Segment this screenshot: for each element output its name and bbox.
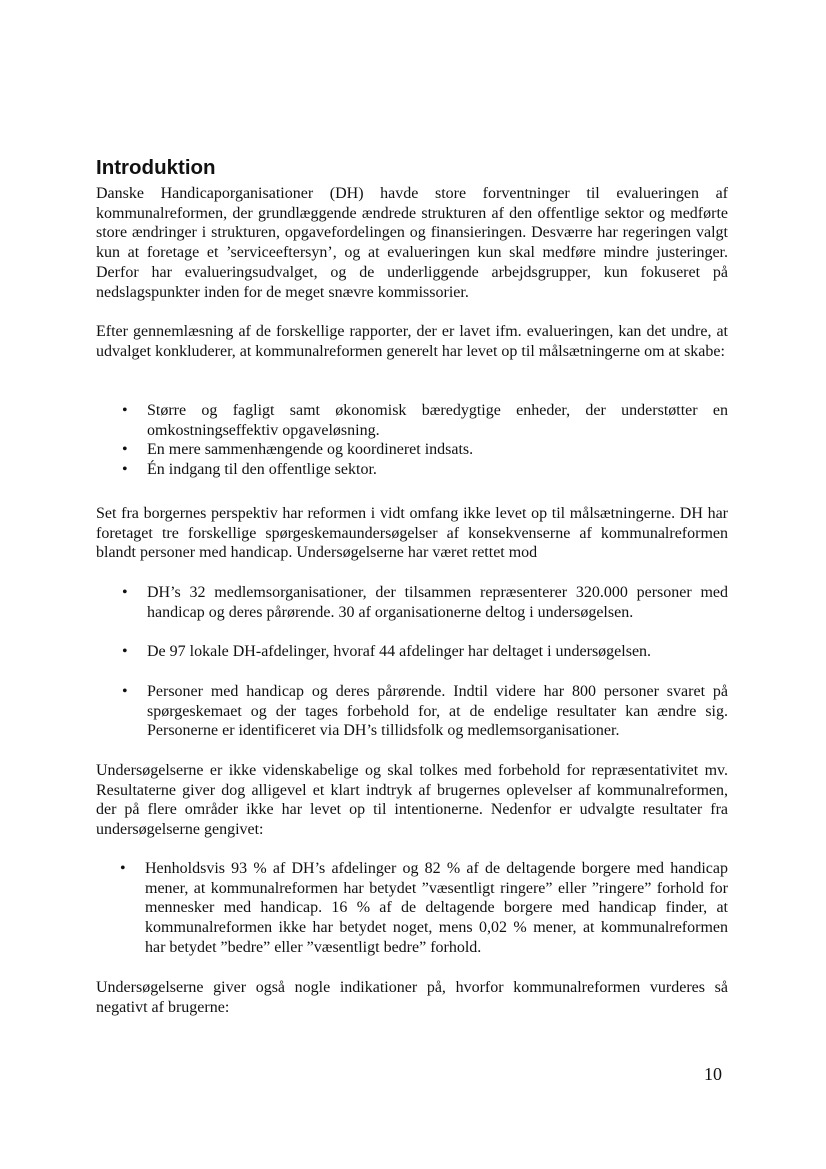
list-item <box>122 460 728 480</box>
list-item <box>122 583 728 622</box>
list-item <box>122 682 728 741</box>
list-item <box>120 859 728 958</box>
list-item-text: Én indgang til den offentlige sektor. <box>147 461 377 478</box>
list-item-text: Større og fagligt samt økonomisk bæredygtige enheder, der understøtter en omkostningseffektiv opgaveløsning. <box>147 402 728 439</box>
paragraph-results: Undersøgelserne er ikke videnskabelige og skal tolkes med forbehold for repræsentativitet mv. Resultaterne giver dog alligevel et klart indtryk af brugernes oplevelser af kommunalreformen, der på flere områder ikke har levet op til intentionerne. Nedenfor er udvalgte resultater fra undersøgelserne gengivet: <box>96 762 728 839</box>
list-item <box>122 440 728 460</box>
page-number: 10 <box>704 1064 722 1084</box>
list-item-text: DH’s 32 medlemsorganisationer, der tilsammen repræsenterer 320.000 personer med handicap og deres pårørende. 30 af organisationerne deltog i undersøgelsen. <box>147 584 728 621</box>
list-item-text: En mere sammenhængende og koordineret indsats. <box>147 441 474 458</box>
bullet-icon: • <box>122 441 128 458</box>
paragraph-perspective: Set fra borgernes perspektiv har reformen i vidt omfang ikke levet op til målsætningerne. DH har foretaget tre forskellige spørgeskemaundersøgelser af konsekvenserne af kommunalreformen blandt personer med handicap. Undersøgelserne har været rettet mod <box>96 505 728 562</box>
bullet-icon: • <box>122 461 128 478</box>
bullet-icon: • <box>122 402 128 419</box>
bullet-icon: • <box>122 643 128 660</box>
paragraph-goals: Efter gennemlæsning af de forskellige rapporter, der er lavet ifm. evalueringen, kan det undre, at udvalget konkluderer, at kommunalreformen generelt har levet op til målsætningerne om at skabe: <box>96 323 728 360</box>
paragraph-indications: Undersøgelserne giver også nogle indikationer på, hvorfor kommunalreformen vurderes så negativt af brugerne: <box>96 979 728 1016</box>
list-item <box>122 401 728 440</box>
bullet-icon: • <box>122 584 128 601</box>
bullet-icon: • <box>122 683 128 700</box>
list-item <box>122 642 728 662</box>
list-item-text: De 97 lokale DH-afdelinger, hvoraf 44 afdelinger har deltaget i undersøgelsen. <box>147 643 652 660</box>
list-item-text: Personer med handicap og deres pårørende. Indtil videre har 800 personer svaret på spørgeskemaet og der tages forbehold for, at de endelige resultater kan ændre sig. Personerne er identificeret via DH’s tillidsfolk og medlemsorganisationer. <box>147 683 728 740</box>
list-item-text: Henholdsvis 93 % af DH’s afdelinger og 82 % af de deltagende borgere med handicap mener, at kommunalreformen har betydet ”væsentligt ringere” eller ”ringere” forhold for mennesker med handicap. 16 % af de deltagende borgere med handicap finder, at kommunalreformen ikke har betydet noget, mens 0,02 % mener, at kommunalreformen har betydet ”bedre” eller ”væsentligt bedre” forhold. <box>145 860 728 956</box>
bullet-icon: • <box>120 860 126 877</box>
section-heading: Introduktion <box>96 156 216 179</box>
paragraph-intro: Danske Handicaporganisationer (DH) havde store forventninger til evalueringen af kommunalreformen, der grundlæggende ændrede strukturen af den offentlige sektor og medførte store ændringer i strukturen, opgavefordelingen og finansieringen. Desværre har regeringen valgt kun at foretage et ’serviceeftersyn’, og at evalueringen kun skal medføre mindre justeringer. Derfor har evalueringsudvalget, og de underliggende arbejdsgrupper, kun fokuseret på nedslagspunkter inden for de meget snævre kommissorier. <box>96 185 728 301</box>
